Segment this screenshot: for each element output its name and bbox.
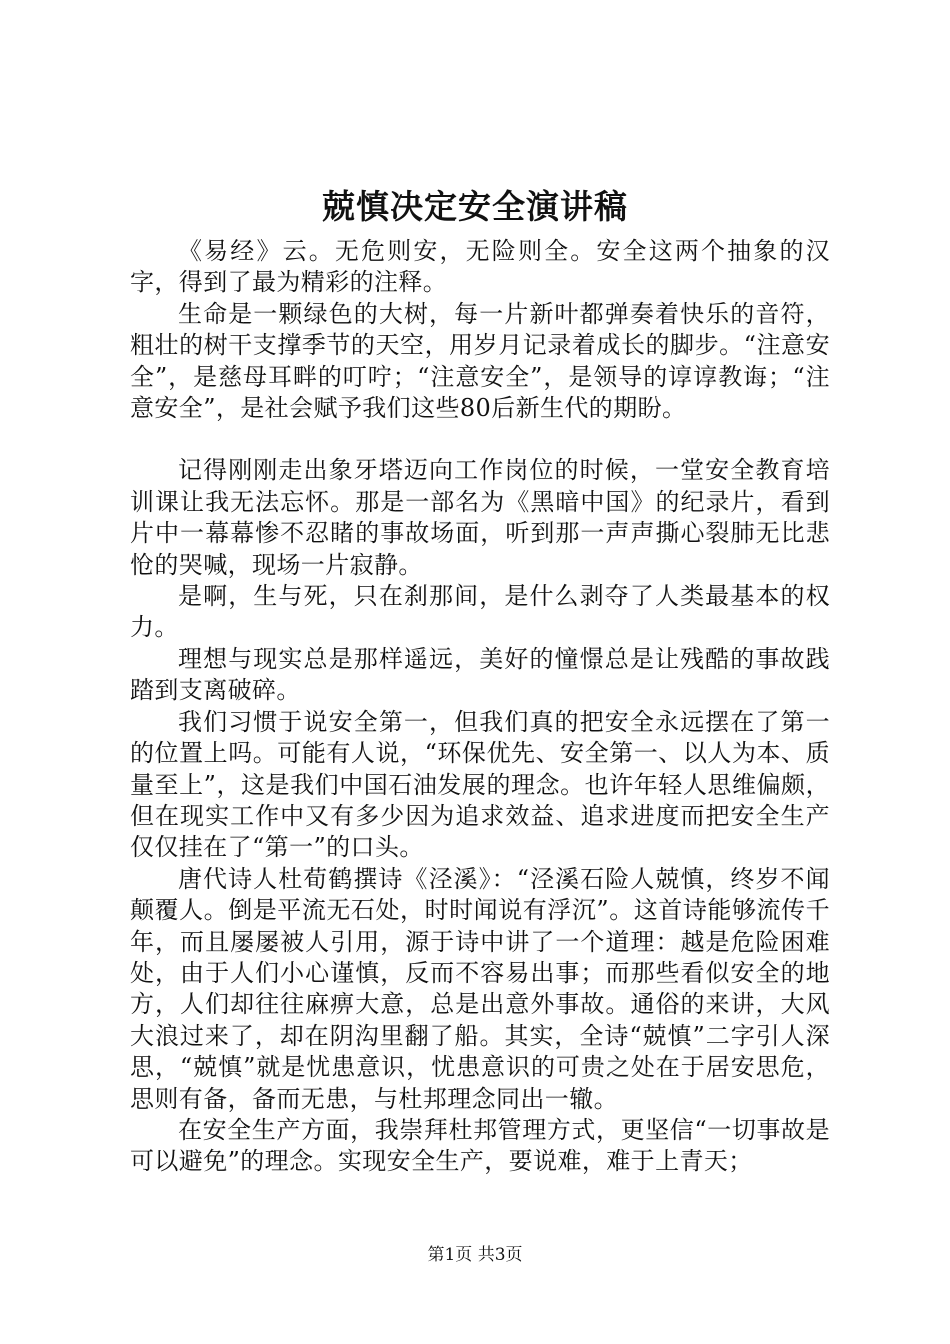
paragraph-1: 《易经》云。无危则安，无险则全。安全这两个抽象的汉字，得到了最为精彩的注释。 [130, 237, 830, 297]
paragraph-4: 是啊，生与死，只在刹那间，是什么剥夺了人类最基本的权力。 [130, 582, 830, 642]
document-title: 兢慎决定安全演讲稿 [322, 187, 628, 226]
page-footer: 第1页 共3页 [427, 1245, 523, 1265]
paragraph-2: 生命是一颗绿色的大树，每一片新叶都弹奏着快乐的音符，粗壮的树干支撑季节的天空，用岁月记录着成长的脚步。“注意安全”，是慈母耳畔的叮咛；“注意安全”，是领导的谆谆教诲；“注意安全”，是社会赋予我们这些80后新生代的期盼。 [130, 299, 830, 423]
paragraph-7: 唐代诗人杜荀鹤撰诗《泾溪》：“泾溪石险人兢慎，终岁不闻颠覆人。倒是平流无石处，时时闻说有浮沉”。这首诗能够流传千年，而且屡屡被人引用，源于诗中讲了一个道理：越是危险困难处，由于人们小心谨慎，反而不容易出事；而那些看似安全的地方，人们却往往麻痹大意，总是出意外事故。通俗的来讲，大风大浪过来了，却在阴沟里翻了船。其实，全诗“兢慎”二字引人深思，“兢慎”就是忧患意识，忧患意识的可贵之处在于居安思危，思则有备，备而无患，与杜邦理念同出一辙。 [130, 864, 830, 1113]
paragraph-5: 理想与现实总是那样遥远，美好的憧憬总是让残酷的事故践踏到支离破碎。 [130, 644, 830, 705]
document-body [130, 236, 830, 1178]
paragraph-3: 记得刚刚走出象牙塔迈向工作岗位的时候，一堂安全教育培训课让我无法忘怀。那是一部名为《黑暗中国》的纪录片，看到片中一幕幕惨不忍睹的事故场面，听到那一声声撕心裂肺无比悲怆的哭喊，现场一片寂静。 [130, 456, 830, 579]
paragraph-8: 在安全生产方面，我崇拜杜邦管理方式，更坚信“一切事故是可以避免”的理念。实现安全生产，要说难，难于上青天； [130, 1115, 830, 1176]
paragraph-6: 我们习惯于说安全第一，但我们真的把安全永远摆在了第一的位置上吗。可能有人说，“环保优先、安全第一、以人为本、质量至上”，这是我们中国石油发展的理念。也许年轻人思维偏颇，但在现实工作中又有多少因为追求效益、追求进度而把安全生产仅仅挂在了“第一”的口头。 [130, 707, 830, 862]
